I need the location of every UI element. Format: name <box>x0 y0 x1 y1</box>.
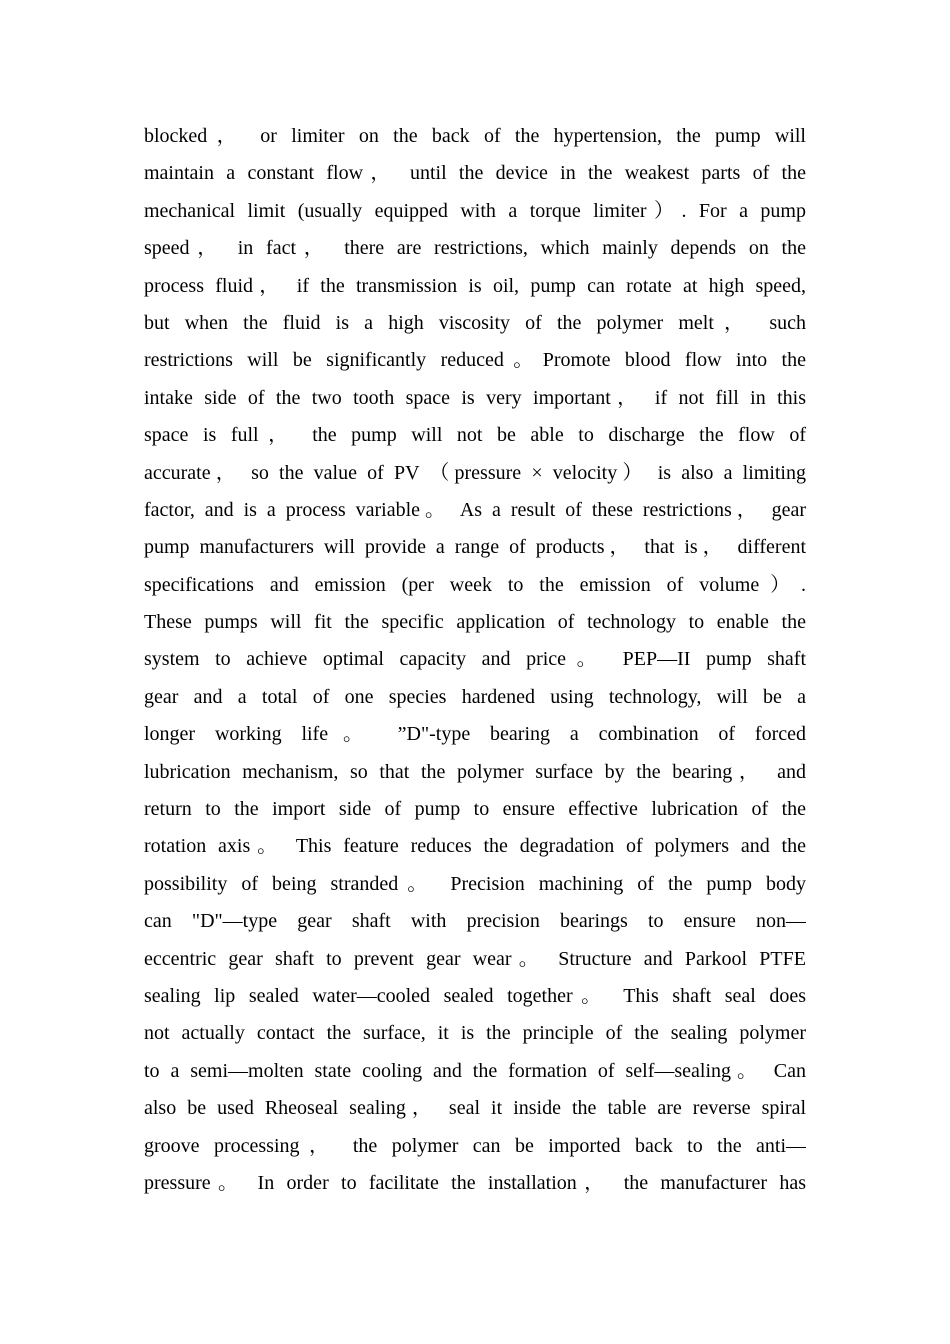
text-line: also be used Rheoseal sealing， seal it inside the table are reverse spiral <box>144 1097 806 1120</box>
text-line: sealing lip sealed water—cooled sealed together。 This shaft seal does <box>144 984 806 1007</box>
text-line: possibility of being stranded。 Precision machining of the pump body <box>144 872 806 895</box>
text-line: can "D"—type gear shaft with precision bearings to ensure non— <box>144 910 806 933</box>
text-line: pressure。 In order to facilitate the installation， the manufacturer has <box>144 1171 806 1194</box>
text-line: factor, and is a process variable。 As a result of these restrictions， gear <box>144 498 806 521</box>
text-line: maintain a constant flow， until the device in the weakest parts of the <box>144 162 806 185</box>
text-line: speed， in fact， there are restrictions, which mainly depends on the <box>144 237 806 260</box>
text-line: pump manufacturers will provide a range of products， that is， different <box>144 536 806 559</box>
text-line: to a semi—molten state cooling and the formation of self—sealing。 Can <box>144 1059 806 1082</box>
text-line: mechanical limit (usually equipped with a torque limiter）. For a pump <box>144 199 806 222</box>
text-line: return to the import side of pump to ensure effective lubrication of the <box>144 798 806 821</box>
body-paragraph <box>144 118 806 1202</box>
text-line: eccentric gear shaft to prevent gear wear。 Structure and Parkool PTFE <box>144 947 806 970</box>
text-line: system to achieve optimal capacity and price。 PEP—II pump shaft <box>144 648 806 671</box>
text-line: These pumps will fit the specific application of technology to enable the <box>144 611 806 634</box>
text-line: blocked， or limiter on the back of the hypertension, the pump will <box>144 125 806 147</box>
text-line: intake side of the two tooth space is very important， if not fill in this <box>144 386 806 409</box>
text-line: longer working life。 ”D"-type bearing a combination of forced <box>144 723 806 746</box>
text-line: but when the fluid is a high viscosity of the polymer melt， such <box>144 311 806 334</box>
text-line: lubrication mechanism, so that the polymer surface by the bearing， and <box>144 760 806 783</box>
text-line: space is full， the pump will not be able to discharge the flow of <box>144 424 806 447</box>
text-line: not actually contact the surface, it is the principle of the sealing polymer <box>144 1022 806 1045</box>
text-line: groove processing， the polymer can be imported back to the anti— <box>144 1134 806 1157</box>
text-line: accurate， so the value of PV （pressure × velocity） is also a limiting <box>144 461 806 484</box>
text-line: gear and a total of one species hardened using technology, will be a <box>144 685 806 708</box>
text-line: specifications and emission (per week to the emission of volume）. <box>144 573 806 596</box>
text-line: process fluid， if the transmission is oil, pump can rotate at high speed, <box>144 274 806 297</box>
text-line: rotation axis。 This feature reduces the degradation of polymers and the <box>144 835 806 858</box>
text-line: restrictions will be significantly reduced。Promote blood flow into the <box>144 349 806 372</box>
